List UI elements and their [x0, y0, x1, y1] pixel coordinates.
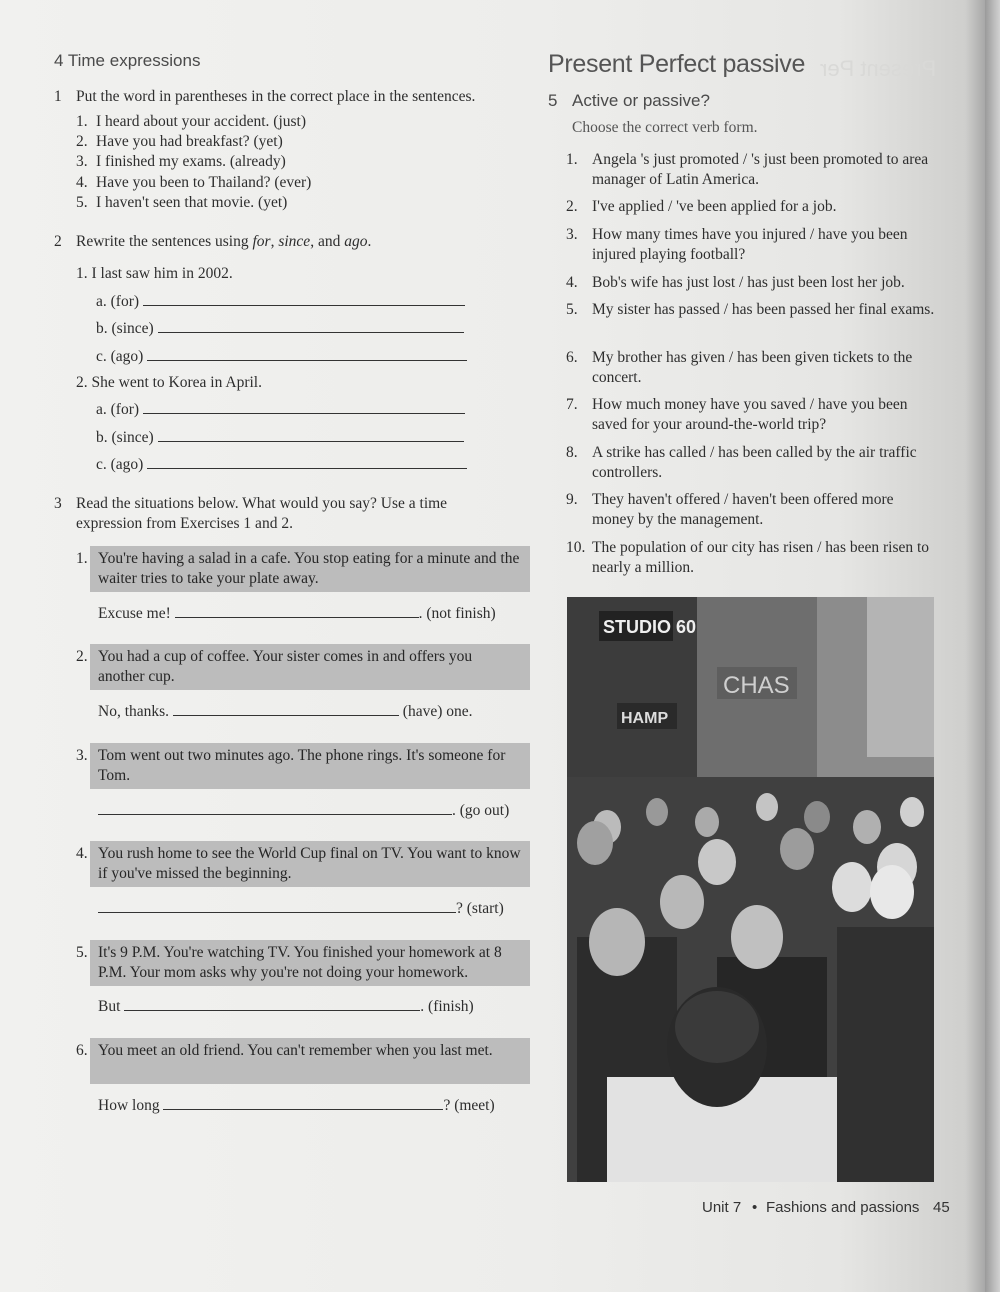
- ex5-item: 3. How many times have you injured / have you been injured playing football?: [566, 226, 908, 263]
- ex2-answer-row: a. (for): [96, 400, 465, 420]
- ex1-item: 2. Have you had breakfast? (yet): [76, 133, 283, 150]
- bleed-through-text: Present Per: [820, 56, 937, 81]
- situation-answer-row: But . (finish): [98, 998, 474, 1015]
- situation-number: 4.: [76, 845, 88, 862]
- ex5-item: 5. My sister has passed / has been passed her final exams.: [566, 301, 935, 318]
- situation-box: You rush home to see the World Cup final on TV. You want to know if you've missed the beginning.: [90, 841, 530, 887]
- ex1-item: 3. I finished my exams. (already): [76, 153, 286, 170]
- photo-sign: CHAS: [723, 672, 790, 699]
- ex5-title: Active or passive?: [572, 91, 710, 110]
- situation-answer-row: . (go out): [98, 801, 509, 821]
- situation-box: It's 9 P.M. You're watching TV. You finished your homework at 8 P.M. Your mom asks why you're not doing your homework.: [90, 940, 530, 986]
- answer-blank[interactable]: [158, 319, 464, 333]
- situation-number: 6.: [76, 1042, 88, 1059]
- ex2-answer-row: c. (ago): [96, 455, 467, 475]
- ex3-instruction: Read the situations below. What would you say? Use a time expression from Exercises 1 and 2.: [76, 495, 448, 532]
- ex5-item: 1. Angela 's just promoted / 's just been promoted to area manager of Latin America.: [566, 151, 929, 188]
- ex5-item: 7. How much money have you saved / have you been saved for your around-the-world trip?: [566, 396, 908, 433]
- ex1-number: 1: [54, 88, 62, 105]
- answer-blank[interactable]: [163, 1096, 443, 1110]
- answer-blank[interactable]: [143, 400, 465, 414]
- situation-box: Tom went out two minutes ago. The phone rings. It's someone for Tom.: [90, 743, 530, 789]
- ex5-number: 5: [548, 91, 558, 110]
- footer-topic: Fashions and passions: [766, 1199, 920, 1216]
- ex2-instruction: Rewrite the sentences using for, since, and ago.: [76, 233, 372, 250]
- ex5-item: 10. The population of our city has risen / has been risen to nearly a million.: [566, 539, 930, 576]
- ex5-item: 2. I've applied / 've been applied for a job.: [566, 198, 837, 215]
- ex2-answer-row: a. (for): [96, 292, 465, 312]
- ex2-sentence-2: 2. She went to Korea in April.: [76, 374, 262, 391]
- situation-answer-row: How long ? (meet): [98, 1097, 495, 1114]
- ex1-item: 5. I haven't seen that movie. (yet): [76, 194, 288, 211]
- footer-bullet: •: [752, 1199, 758, 1216]
- situation-answer-row: No, thanks. (have) one.: [98, 703, 473, 720]
- answer-blank[interactable]: [147, 455, 467, 469]
- answer-blank[interactable]: [98, 899, 456, 913]
- ex3-number: 3: [54, 495, 62, 512]
- answer-blank[interactable]: [173, 702, 399, 716]
- answer-blank[interactable]: [158, 428, 464, 442]
- answer-blank[interactable]: [124, 997, 420, 1011]
- ex2-answer-row: b. (since): [96, 319, 464, 339]
- ex1-item: 4. Have you been to Thailand? (ever): [76, 174, 312, 191]
- answer-blank[interactable]: [147, 347, 467, 361]
- ex2-answer-row: b. (since): [96, 428, 464, 448]
- page-number: 45: [933, 1199, 950, 1216]
- situation-box: You had a cup of coffee. Your sister comes in and offers you another cup.: [90, 644, 530, 690]
- situation-number: 1.: [76, 550, 88, 567]
- ex5-item: 6. My brother has given / has been given tickets to the concert.: [566, 349, 913, 386]
- section-title-present-perfect-passive: Present Perfect passive: [548, 50, 806, 78]
- photo-sign: STUDIO 60: [603, 617, 697, 637]
- situation-number: 3.: [76, 747, 88, 764]
- ex2-number: 2: [54, 233, 62, 250]
- ex1-item: 1. I heard about your accident. (just): [76, 113, 307, 130]
- answer-blank[interactable]: [98, 801, 452, 815]
- answer-blank[interactable]: [175, 604, 419, 618]
- footer-unit: Unit 7: [702, 1199, 742, 1216]
- ex2-sentence-1: 1. I last saw him in 2002.: [76, 265, 233, 282]
- ex5-item: 9. They haven't offered / haven't been offered more money by the management.: [566, 491, 894, 528]
- page-binding-edge: [985, 0, 1000, 1292]
- situation-box: You're having a salad in a cafe. You stop eating for a minute and the waiter tries to take your plate away.: [90, 546, 530, 592]
- ex5-instruction: Choose the correct verb form.: [572, 119, 758, 136]
- answer-blank[interactable]: [143, 292, 465, 306]
- situation-box: You meet an old friend. You can't remember when you last met.: [90, 1038, 530, 1084]
- situation-number: 2.: [76, 648, 88, 665]
- crowd-street-photo: [567, 597, 934, 1182]
- section-title: 4 Time expressions: [54, 51, 201, 70]
- crowd-illustration: [567, 597, 934, 1182]
- ex5-item: 8. A strike has called / has been called by the air traffic controllers.: [566, 444, 917, 481]
- ex5-item: 4. Bob's wife has just lost / has just been lost her job.: [566, 274, 905, 291]
- situation-answer-row: ? (start): [98, 899, 504, 919]
- situation-number: 5.: [76, 944, 88, 961]
- situation-answer-row: Excuse me! . (not finish): [98, 605, 496, 622]
- ex1-instruction: Put the word in parentheses in the correct place in the sentences.: [76, 88, 476, 105]
- photo-sign: HAMP: [621, 710, 669, 727]
- ex2-answer-row: c. (ago): [96, 347, 467, 367]
